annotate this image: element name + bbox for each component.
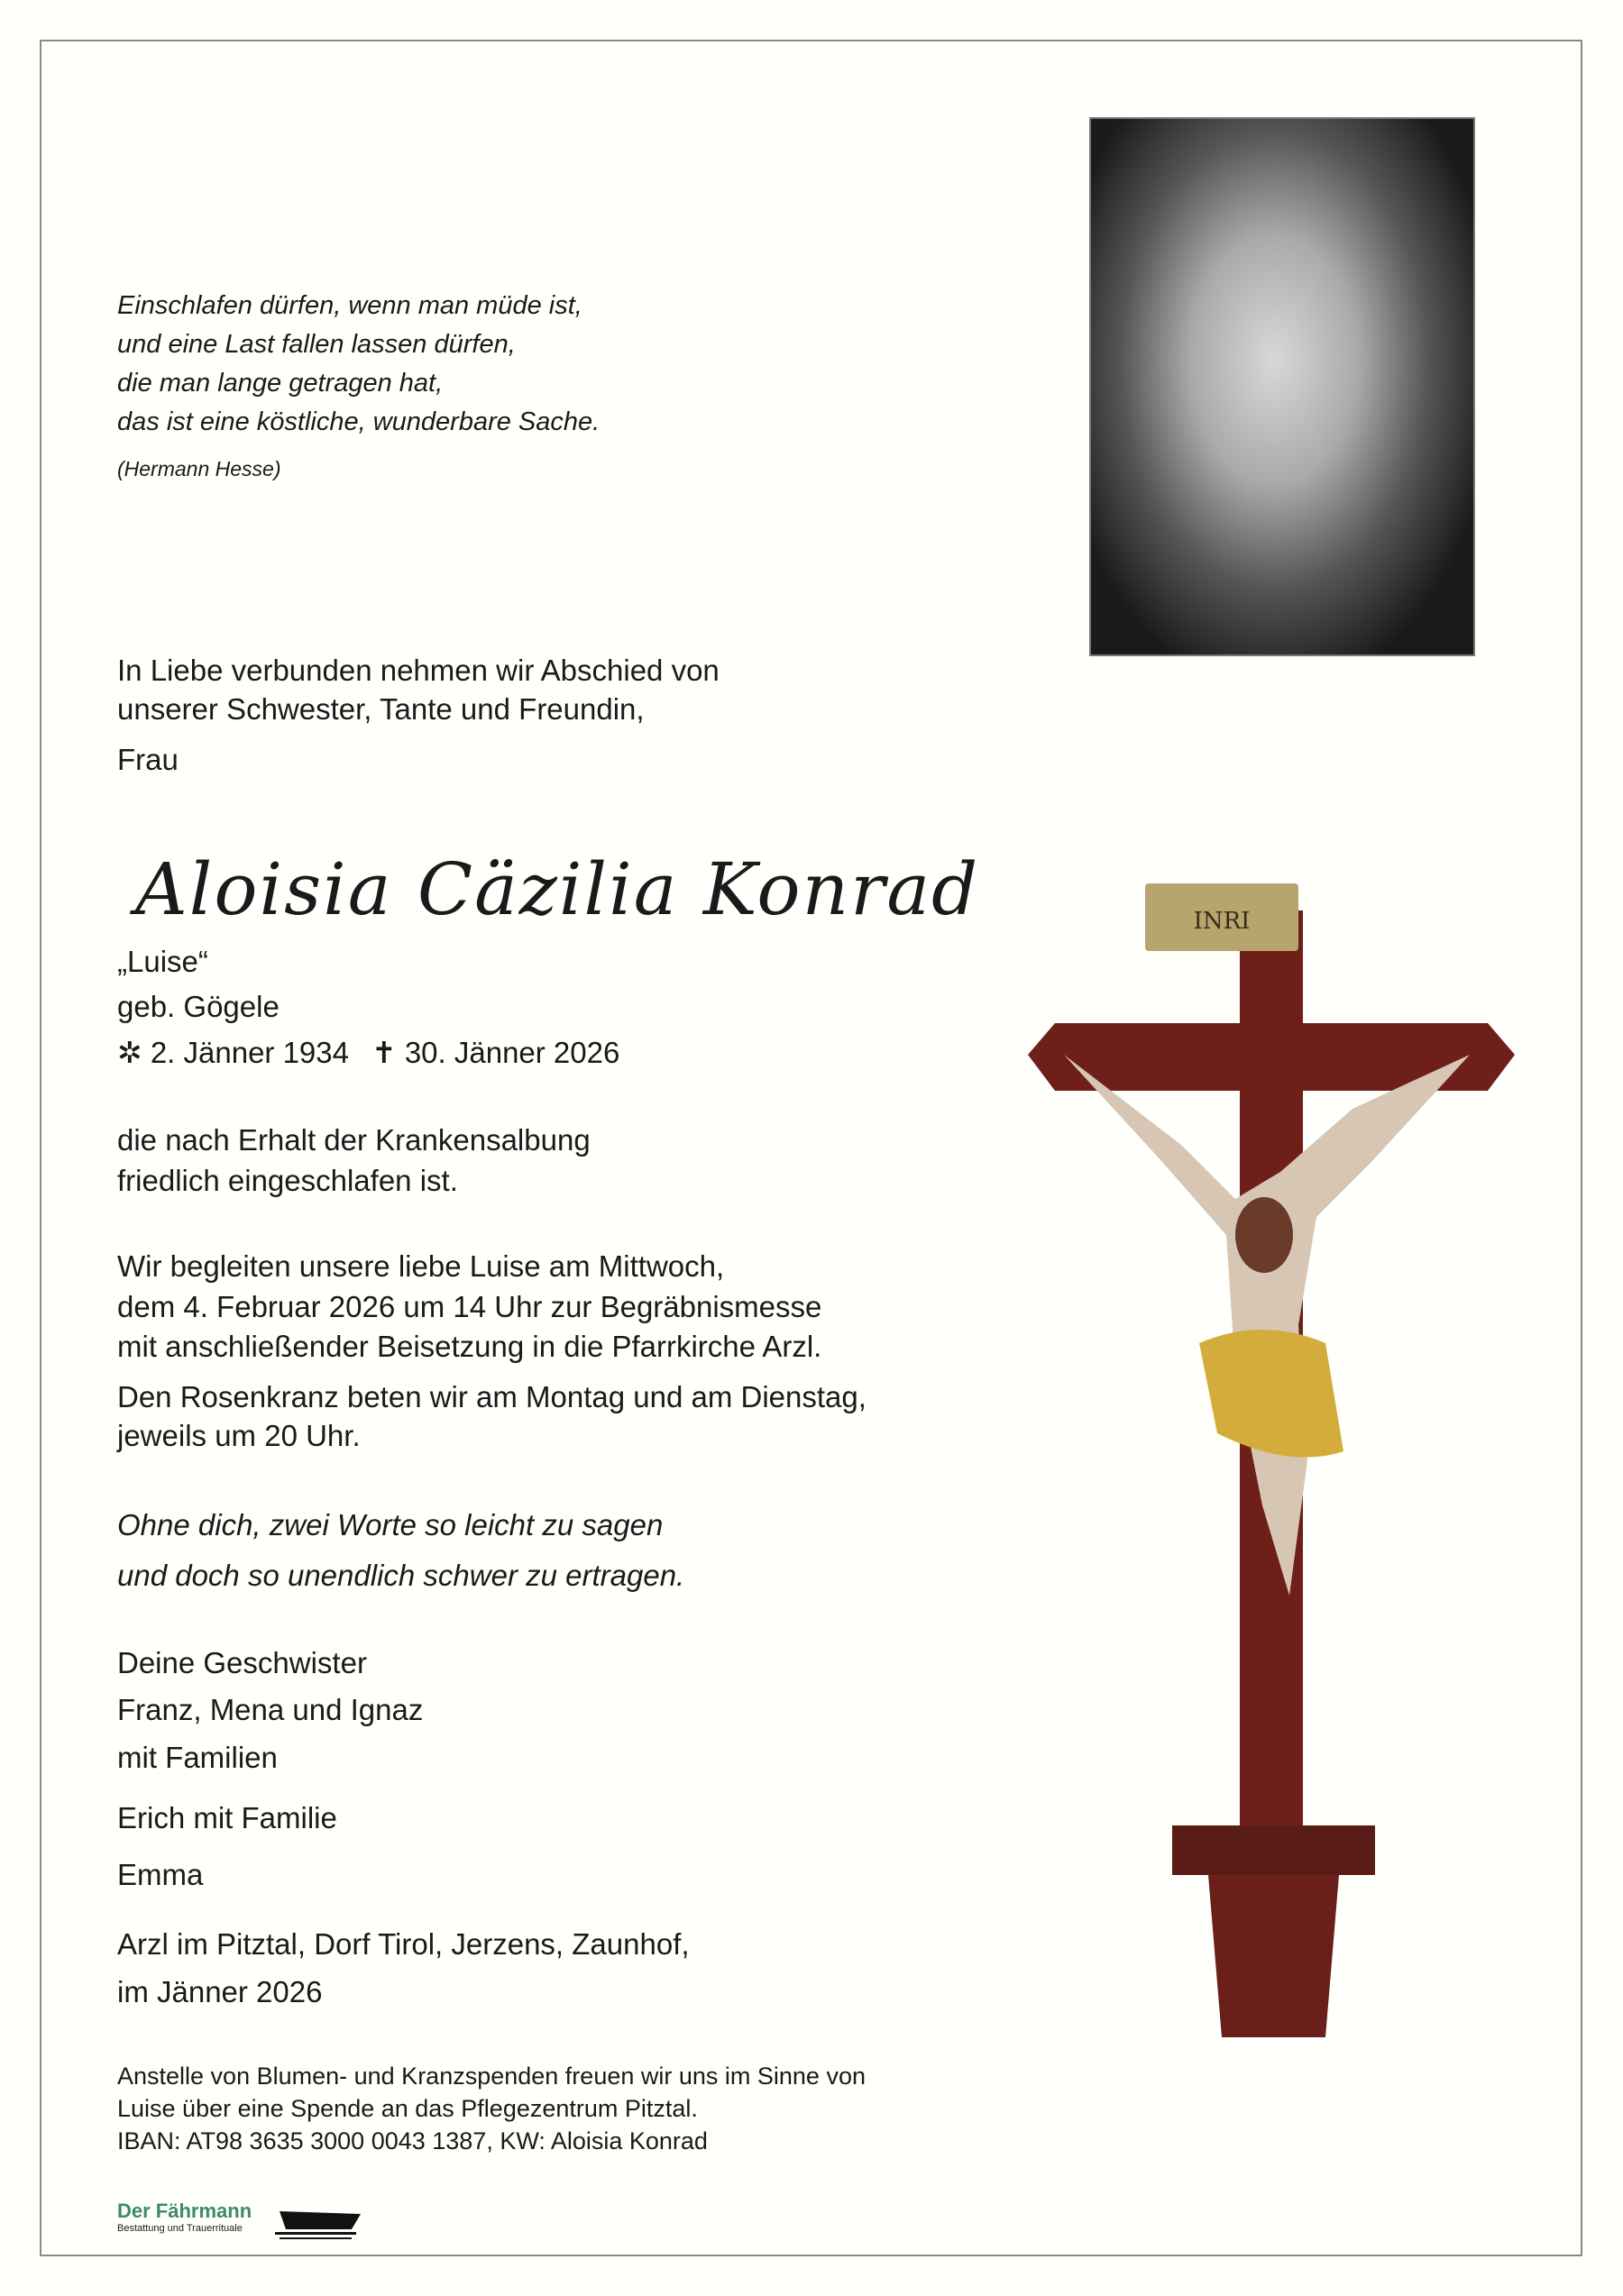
rosary-line: jeweils um 20 Uhr. xyxy=(117,1419,361,1452)
passing-line: die nach Erhalt der Krankensalbung xyxy=(117,1123,591,1157)
mourner-line: Erich mit Familie xyxy=(117,1801,337,1834)
quote-line: das ist eine köstliche, wunderbare Sache. xyxy=(117,407,601,436)
mourner-line: Franz, Mena und Ignaz xyxy=(117,1693,424,1726)
passing-line: friedlich eingeschlafen ist. xyxy=(117,1164,458,1197)
deceased-name: Aloisia Cäzilia Konrad xyxy=(135,847,980,931)
donation-line: IBAN: AT98 3635 3000 0043 1387, KW: Aloisia Konrad xyxy=(117,2127,708,2154)
funeral-home-logo xyxy=(117,2200,252,2234)
portrait-photo xyxy=(1089,117,1475,656)
nickname: „Luise“ xyxy=(117,945,208,978)
inri-sign: INRI xyxy=(1193,908,1251,935)
salutation: Frau xyxy=(117,743,179,776)
logo-name: Der Fährmann xyxy=(117,2200,252,2222)
mourner-line: mit Familien xyxy=(117,1741,278,1774)
crucifix-image xyxy=(1028,874,1524,2082)
verse-line: und doch so unendlich schwer zu ertragen. xyxy=(117,1559,685,1592)
place-line: im Jänner 2026 xyxy=(117,1975,323,2008)
intro-line: In Liebe verbunden nehmen wir Abschied von xyxy=(117,654,720,687)
quote-line: und eine Last fallen lassen dürfen, xyxy=(117,330,516,359)
mourner-line: Emma xyxy=(117,1858,204,1891)
donation-line: Luise über eine Spende an das Pflegezentrum Pitztal. xyxy=(117,2095,698,2122)
rosary-line: Den Rosenkranz beten wir am Montag und am Dienstag, xyxy=(117,1380,867,1413)
death-date: ✝ 30. Jänner 2026 xyxy=(371,1036,620,1069)
funeral-line: Wir begleiten unsere liebe Luise am Mittwoch, xyxy=(117,1249,725,1283)
birth-date: ✲ 2. Jänner 1934 xyxy=(117,1036,349,1069)
quote-line: Einschlafen dürfen, wenn man müde ist, xyxy=(117,291,582,320)
quote-author: (Hermann Hesse) xyxy=(117,457,281,480)
maiden-name: geb. Gögele xyxy=(117,990,280,1023)
verse-line: Ohne dich, zwei Worte so leicht zu sagen xyxy=(117,1508,664,1541)
boat-icon xyxy=(275,2207,365,2243)
logo-tagline: Bestattung und Trauerrituale xyxy=(117,2223,243,2234)
intro-line: unserer Schwester, Tante und Freundin, xyxy=(117,692,645,726)
donation-line: Anstelle von Blumen- und Kranzspenden freuen wir uns im Sinne von xyxy=(117,2063,866,2090)
place-line: Arzl im Pitztal, Dorf Tirol, Jerzens, Zaunhof, xyxy=(117,1927,690,1961)
mourner-line: Deine Geschwister xyxy=(117,1646,367,1679)
funeral-line: mit anschließender Beisetzung in die Pfarrkirche Arzl. xyxy=(117,1330,822,1363)
quote-line: die man lange getragen hat, xyxy=(117,369,444,398)
funeral-line: dem 4. Februar 2026 um 14 Uhr zur Begräbnismesse xyxy=(117,1290,822,1323)
